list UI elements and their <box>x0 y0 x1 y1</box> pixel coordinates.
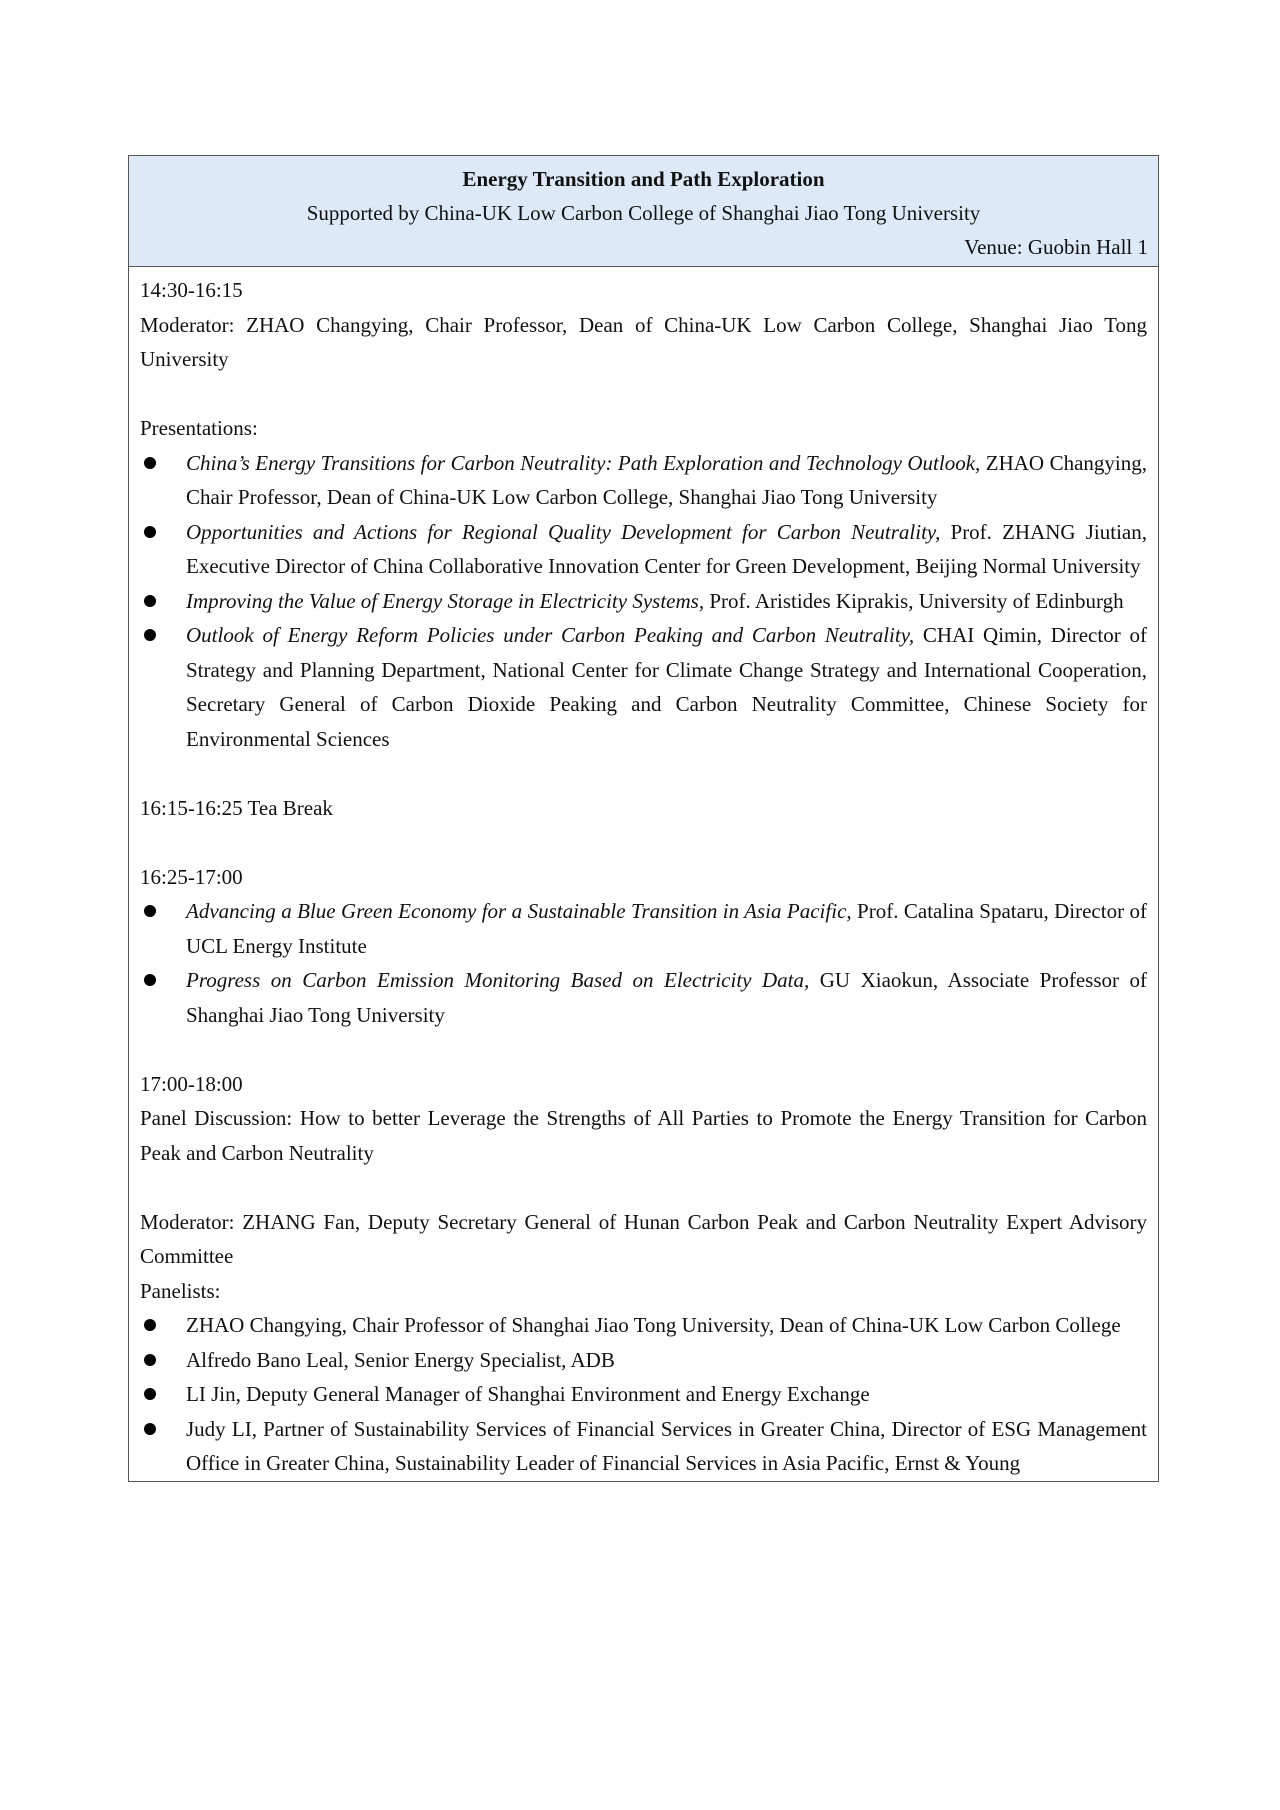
panelist-text: LI Jin, Deputy General Manager of Shanghai Environment and Energy Exchange <box>186 1382 870 1406</box>
presentation-title: Opportunities and Actions for Regional Quality Development for Carbon Neutrality, <box>186 519 941 544</box>
panelist-text: ZHAO Changying, Chair Professor of Shanghai Jiao Tong University, Dean of China-UK Low Carbon College <box>186 1313 1121 1337</box>
list-item <box>140 1377 1147 1412</box>
presentation-speaker: Prof. Catalina Spataru, Director of UCL Energy Institute <box>186 899 1147 958</box>
presentation-speaker: Prof. Aristides Kiprakis, University of Edinburgh <box>704 588 1124 613</box>
agenda-header <box>129 156 1158 267</box>
tea-break: 16:15-16:25 Tea Break <box>140 795 333 820</box>
presentation-speaker: Prof. ZHANG Jiutian, Executive Director of China Collaborative Innovation Center for Green Development, Beijing Normal University <box>186 519 1148 578</box>
bullet-icon <box>144 457 156 469</box>
list-item <box>140 515 1147 584</box>
session3-moderator: Moderator: ZHANG Fan, Deputy Secretary General of Hunan Carbon Peak and Carbon Neutrality Expert Advisory Committee <box>140 1209 1147 1268</box>
presentation-title: Progress on Carbon Emission Monitoring Based on Electricity Data, <box>186 968 810 992</box>
presentation-title: Outlook of Energy Reform Policies under Carbon Peaking and Carbon Neutrality, <box>186 623 915 647</box>
presentations-label: Presentations: <box>140 416 258 440</box>
list-item <box>140 618 1147 756</box>
presentation-speaker: CHAI Qimin, Director of Strategy and Planning Department, National Center for Climate Change Strategy and International Cooperation, Secretary General of Carbon Dioxide Peaking and Carbon Neutrality Committee, Chinese Society for Environmental Sciences <box>186 623 1147 751</box>
bullet-icon <box>144 595 156 607</box>
bullet-icon <box>144 1319 156 1331</box>
list-item <box>140 894 1147 963</box>
list-item <box>140 1343 1147 1378</box>
panelists-label: Panelists: <box>140 1278 221 1303</box>
agenda-content <box>129 267 1158 1481</box>
list-item <box>140 1308 1147 1343</box>
agenda-table <box>128 155 1159 1482</box>
list-item <box>140 1412 1147 1481</box>
presentation-title: Improving the Value of Energy Storage in Electricity Systems, <box>186 588 705 613</box>
session2-time: 16:25-17:00 <box>140 864 243 889</box>
panelist-text: Alfredo Bano Leal, Senior Energy Specialist, ADB <box>186 1347 615 1372</box>
session3-time: 17:00-18:00 <box>140 1071 243 1096</box>
panelist-list <box>140 1308 1147 1481</box>
panelist-text: Judy LI, Partner of Sustainability Services of Financial Services in Greater China, Director of ESG Management Office in Greater China, Sustainability Leader of Financial Services in Asia Pacific, Ernst & Young <box>186 1416 1147 1475</box>
venue-label: Venue: Guobin Hall 1 <box>964 235 1148 259</box>
session1-moderator: Moderator: ZHAO Changying, Chair Professor, Dean of China-UK Low Carbon College, Shanghai Jiao Tong University <box>140 312 1147 371</box>
presentation-speaker: GU Xiaokun, Associate Professor of Shanghai Jiao Tong University <box>186 968 1148 1027</box>
session1-presentation-list <box>140 446 1147 757</box>
presentation-title: China’s Energy Transitions for Carbon Neutrality: Path Exploration and Technology Outlook, <box>186 450 981 475</box>
bullet-icon <box>144 526 156 538</box>
list-item <box>140 446 1147 515</box>
session-title: Energy Transition and Path Exploration <box>462 167 825 191</box>
presentation-speaker: ZHAO Changying, Chair Professor, Dean of China-UK Low Carbon College, Shanghai Jiao Tong University <box>186 450 1147 509</box>
panel-discussion-title: Panel Discussion: How to better Leverage the Strengths of All Parties to Promote the Energy Transition for Carbon Peak and Carbon Neutrality <box>140 1106 1147 1165</box>
bullet-icon <box>144 629 156 641</box>
list-item <box>140 584 1147 619</box>
session2-presentation-list <box>140 894 1147 1032</box>
session1-time: 14:30-16:15 <box>140 278 243 302</box>
bullet-icon <box>144 1354 156 1366</box>
bullet-icon <box>144 1423 156 1435</box>
bullet-icon <box>144 905 156 917</box>
list-item <box>140 963 1147 1032</box>
bullet-icon <box>144 974 156 986</box>
presentation-title: Advancing a Blue Green Economy for a Sustainable Transition in Asia Pacific, <box>186 899 852 923</box>
session-subtitle: Supported by China-UK Low Carbon College of Shanghai Jiao Tong University <box>306 201 981 225</box>
bullet-icon <box>144 1388 156 1400</box>
